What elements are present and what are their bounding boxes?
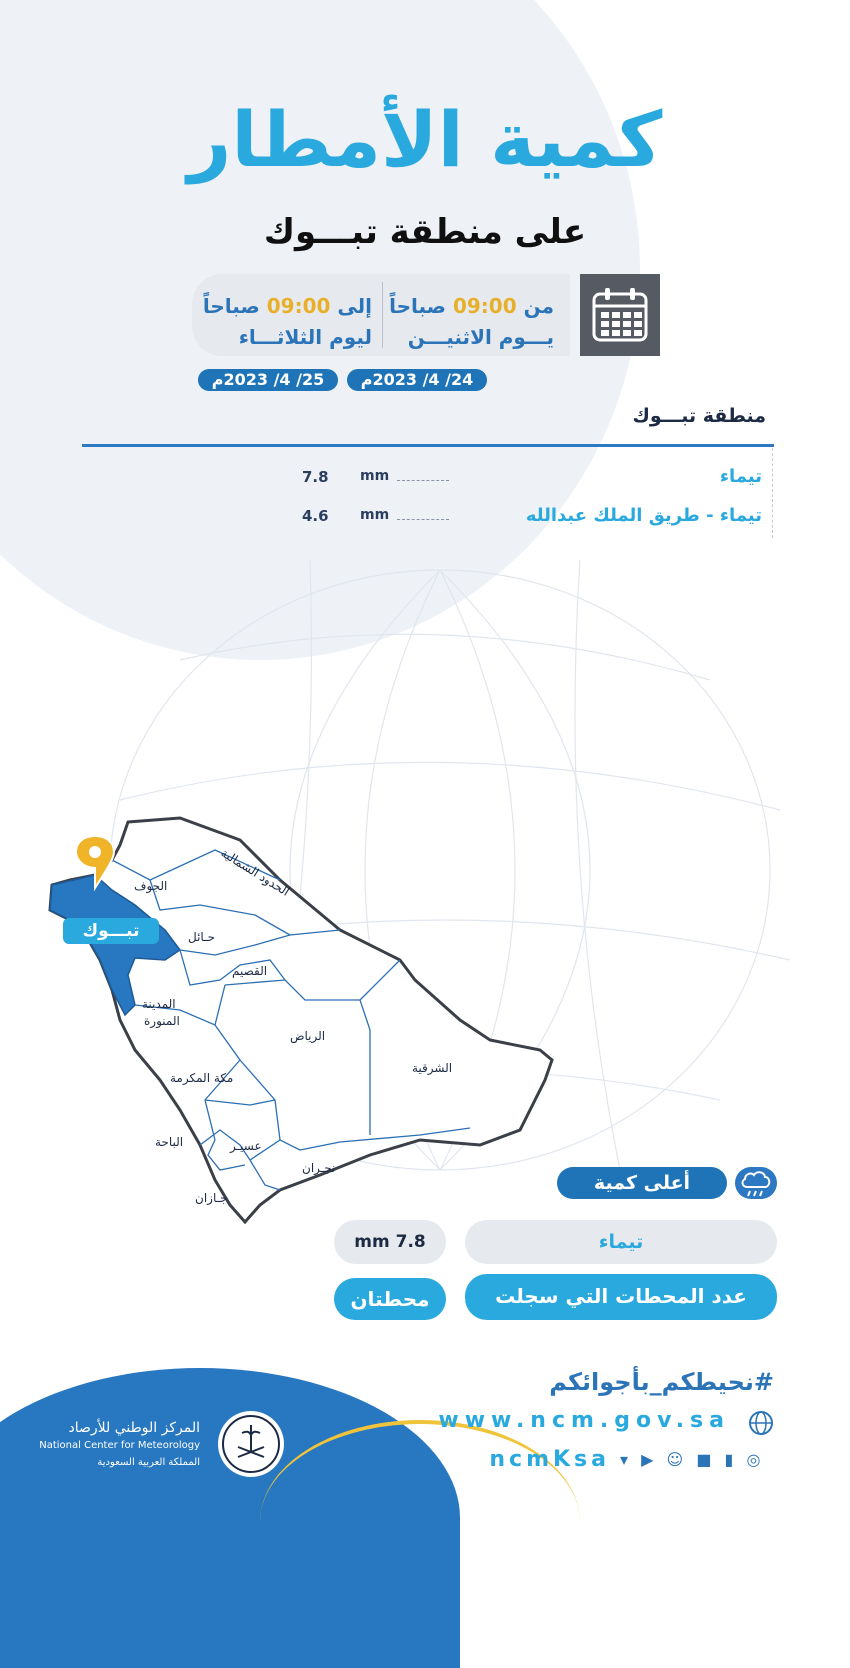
to-date-pill: 25/ 4/ 2023م — [198, 369, 338, 391]
calendar-icon — [592, 286, 648, 344]
label-riyadh: الرياض — [290, 1029, 326, 1043]
instagram-icon[interactable]: ◎ — [746, 1450, 765, 1469]
station-unit: mm — [360, 468, 390, 484]
station-value: 4.6 — [302, 507, 329, 525]
org-name-arabic: المركز الوطني للأرصاد — [68, 1420, 200, 1436]
label-jazan: جـازان — [195, 1191, 228, 1205]
label-qassim: القصيم — [232, 964, 268, 978]
social-icons — [620, 1450, 764, 1469]
social-handle[interactable]: ncmKsa — [489, 1447, 610, 1472]
label-makkah: مكة المكرمة — [170, 1071, 234, 1085]
top-station-pill: تيماء — [465, 1220, 777, 1264]
station-row — [290, 505, 762, 535]
label-sharqiyah: الشرقية — [412, 1061, 453, 1075]
snapchat-icon[interactable]: ☺ — [666, 1450, 688, 1469]
station-leader — [397, 480, 449, 481]
rain-cloud-icon — [735, 1167, 777, 1199]
from-date-pill: 24/ 4/ 2023م — [347, 369, 487, 391]
page-title: كمية الأمطار — [187, 95, 663, 184]
to-day: ليوم الثلاثـــاء — [238, 325, 372, 349]
globe-icon — [748, 1410, 774, 1436]
youtube-icon[interactable]: ▶ — [641, 1450, 658, 1469]
period-divider — [382, 282, 383, 348]
map-country-outline — [50, 818, 552, 1222]
emblem-icon — [218, 1411, 284, 1477]
period-from-line — [389, 294, 554, 318]
saudi-map — [40, 810, 560, 1230]
station-name: تيماء — [719, 466, 762, 487]
from-day: يـــوم الاثنيـــن — [407, 325, 554, 349]
website-link[interactable]: www.ncm.gov.sa — [438, 1408, 730, 1433]
to-prefix: إلى — [337, 294, 372, 318]
facebook-icon[interactable]: ▮ — [724, 1450, 738, 1469]
region-underline — [82, 444, 774, 447]
label-hail: حـائل — [188, 930, 216, 944]
org-name-english: National Center for Meteorology — [39, 1440, 200, 1451]
page-subtitle: على منطقة تبـــوك — [263, 212, 587, 252]
label-jouf: الجوف — [134, 879, 168, 893]
station-count-label: عدد المحطات التي سجلت — [465, 1274, 777, 1320]
hashtag: #نحيطكم_بأجوائكم — [549, 1368, 774, 1396]
label-baha: الباحة — [155, 1135, 184, 1149]
top-amount-title: أعلى كمية — [557, 1167, 727, 1199]
label-madinah-2: المنورة — [144, 1014, 180, 1028]
station-value: 7.8 — [302, 468, 329, 486]
station-leader — [397, 519, 449, 520]
label-madinah-1: المدينة — [142, 997, 176, 1011]
calendar-tile — [580, 274, 660, 356]
station-count-value: محطتان — [334, 1278, 446, 1320]
stats-icon-badge — [735, 1167, 777, 1199]
station-unit: mm — [360, 507, 390, 523]
to-time: 09:00 — [266, 294, 331, 318]
top-value-pill: 7.8 mm — [334, 1220, 446, 1264]
period-to-line — [203, 294, 372, 318]
label-northern: الحدود الشمالية — [218, 845, 292, 899]
region-side-rule — [772, 448, 774, 538]
from-suffix: صباحاً — [389, 294, 446, 318]
label-asir: عسيـر — [230, 1139, 262, 1153]
to-suffix: صباحاً — [202, 294, 260, 318]
ncm-emblem — [218, 1411, 284, 1477]
map-pin-label: تبـــوك — [63, 918, 159, 944]
label-najran: نجـران — [302, 1161, 336, 1175]
linkedin-icon[interactable]: ■ — [696, 1450, 716, 1469]
region-title: منطقة تبـــوك — [632, 405, 766, 427]
station-row — [290, 466, 762, 496]
from-time: 09:00 — [452, 294, 517, 318]
twitter-icon[interactable]: ▾ — [620, 1450, 633, 1469]
org-country: المملكة العربية السعودية — [97, 1457, 200, 1468]
station-name: تيماء - طريق الملك عبدالله — [525, 505, 762, 526]
from-prefix: من — [523, 294, 554, 318]
